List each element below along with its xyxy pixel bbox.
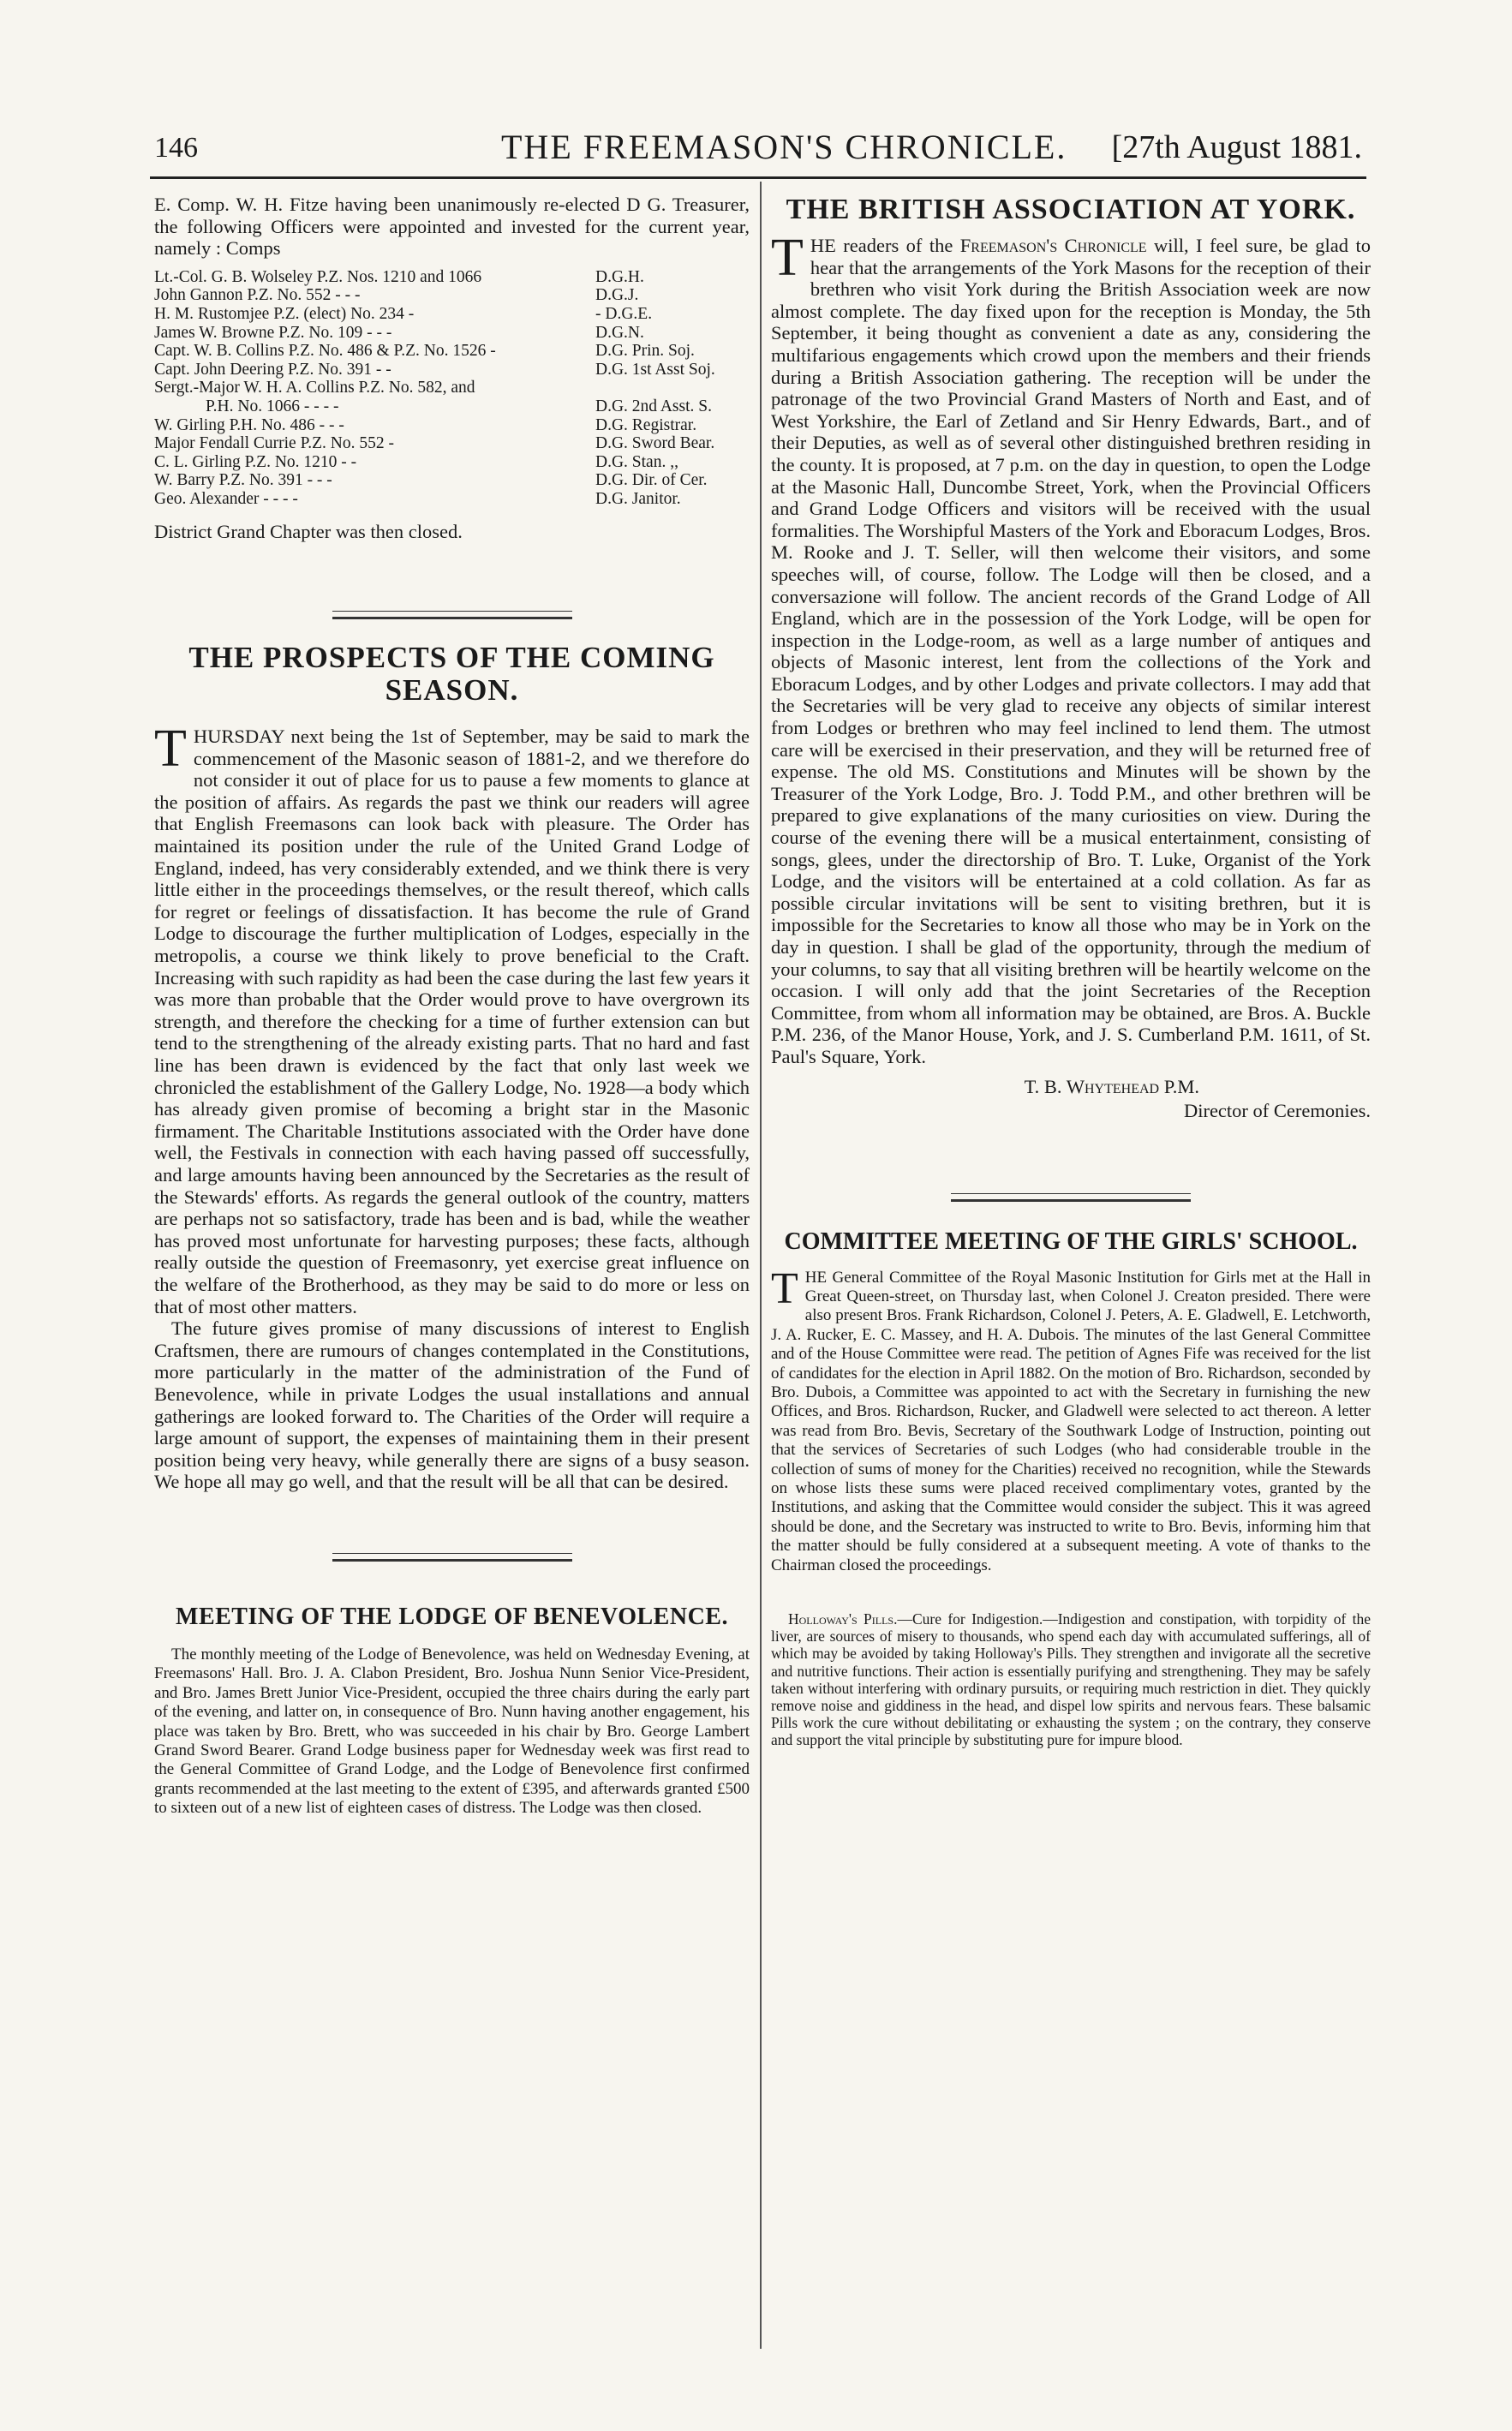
british-lead-sc: Freemason's Chronicle xyxy=(959,235,1147,256)
girls-text: HE General Committee of the Royal Masonic Institution for Girls met at the Hall in Great Queen-street, on Thursday last, when Colonel J. Creaton presided. There were also present Bros. Frank Richardson, Colonel J. Peters, A. E. Gladwell, E. Letchworth, J. A. Rucker, E. C. Massey, and H. A. Dubois. The minutes of the last General Committee and of the House Committee were read. The petition of Agnes Fife was received for the list of candidates for the election in April 1882. On the motion of Bro. Richardson, seconded by Bro. Dubois, a Committee was appointed to act with the Secretary in furnishing the new Offices, and Bros. Richardson, Rucker, and Gladwell were selected to act thereon. A letter was read from Bro. Bevis, Secretary of the Southwark Lodge of Instruction, pointing out that the services of Secretaries of such Lodges (who had considerable trouble in the collection of sums of money for the Charities) received no recognition, while the Stewards on whose lists these sums were placed received complimentary votes, granted by the Institutions, and asking that the Committee would consider the subject. This it was agreed should be done, and the Secretary was instructed to write to Bro. Bevis, informing him that the matter should be fully considered at a subsequent meeting. A vote of thanks to the Chairman closed the proceedings. xyxy=(771,1268,1371,1574)
officer-row xyxy=(154,397,750,416)
prospects-title: THE PROSPECTS OF THE COMING SEASON. xyxy=(188,641,715,708)
officer-office: D.G.N. xyxy=(595,323,644,342)
chapter-intro-text: E. Comp. W. H. Fitze having been unanimously re-elected D G. Treasurer, the following Officers were appointed and invested for the current year, namely : Comps xyxy=(154,194,750,260)
officer-name: Geo. Alexander - - - - xyxy=(154,489,298,508)
page-header xyxy=(154,127,1362,178)
british-article xyxy=(771,229,1371,1068)
officer-name: Capt. John Deering P.Z. No. 391 - - xyxy=(154,360,391,379)
masthead-title: THE FREEMASON'S CHRONICLE. xyxy=(501,128,1067,166)
officer-name: C. L. Girling P.Z. No. 1210 - - xyxy=(154,452,357,471)
officer-office: D.G.H. xyxy=(595,267,644,286)
officers-list xyxy=(154,268,750,509)
officer-row xyxy=(154,305,750,324)
prospects-para-2: The future gives promise of many discussions of interest to English Craftsmen, there are rumours of changes contemplated in the Constitutions, more particularly in the matter of the administration of the Fund of Benevolence, while in private Lodges the usual installations and annual gatherings are looked forward to. The Charities of the Order will require a large amount of support, the expenses of maintaining them in their present position being very heavy, while generally there are signs of a busy season. We hope all may go well, and that the result will be all that can be desired. xyxy=(154,1317,750,1493)
header-rule xyxy=(150,176,1366,179)
officer-row xyxy=(154,286,750,305)
signature-role xyxy=(771,1099,1371,1123)
drop-cap: T xyxy=(771,229,804,287)
british-para xyxy=(771,229,1371,1068)
section-divider xyxy=(951,1193,1191,1202)
advert-text: —Cure for Indigestion.—Indigestion and constipation, with torpidity of the liver, are sources of misery to thousands, who spend each day with accumulated sufferings, all of which may be avoided by taking Holloway's Pills. They strengthen and invigorate all the secretive and nutritive functions. Their action is essentially purifying and strengthening. They may be safely taken without interfering with ordinary pursuits, or requiring much restriction in diet. They quickly remove noise and giddiness in the head, and dispel low spirits and nervous fears. These balsamic Pills work the cure without debilitating or exhausting the system ; on the contrary, they conserve and support the vital principle by substituting pure for impure blood. xyxy=(771,1610,1372,1749)
signature-name xyxy=(771,1075,1371,1099)
officer-office: D.G. 1st Asst Soj. xyxy=(595,360,715,379)
officer-office: D.G.J. xyxy=(595,286,639,305)
british-lead: HE readers of the xyxy=(810,235,960,256)
officer-name: James W. Browne P.Z. No. 109 - - - xyxy=(154,323,392,342)
officer-office: - D.G.E. xyxy=(595,304,653,323)
girls-title: COMMITTEE MEETING OF THE GIRLS' SCHOOL. xyxy=(784,1227,1358,1255)
officer-name: Sergt.-Major W. H. A. Collins P.Z. No. 582, and xyxy=(154,379,475,397)
officer-row xyxy=(154,379,750,397)
girls-article xyxy=(771,1263,1371,1576)
british-title: THE BRITISH ASSOCIATION AT YORK. xyxy=(786,194,1356,225)
chapter-closed xyxy=(154,521,750,543)
column-divider xyxy=(760,182,762,2349)
benevolence-title: MEETING OF THE LODGE OF BENEVOLENCE. xyxy=(176,1603,728,1630)
officer-row xyxy=(154,324,750,343)
holloway-advert xyxy=(771,1610,1371,1749)
officer-row xyxy=(154,471,750,490)
left-column xyxy=(154,194,750,1819)
officer-name: Lt.-Col. G. B. Wolseley P.Z. Nos. 1210 and 1066 xyxy=(154,267,482,286)
officer-row xyxy=(154,490,750,509)
prospects-text-1: HURSDAY next being the 1st of September, may be said to mark the commencement of the Masonic season of 1881-2, and we therefore do not consider it out of place for us to pause a few moments to glance at the position of affairs. As regards the past we think our readers will agree that English Freemasons can look back with pleasure. The Order has maintained its position under the rule of the United Grand Lodge of England, indeed, has very considerably extended, and we think there is very little either in the proceedings themselves, or the result thereof, which calls for regret or feelings of dissatisfaction. It has become the rule of Grand Lodge to discourage the further multiplication of Lodges, especially in the metropolis, a course we think likely to prove beneficial to the Craft. Increasing with such rapidity as had been the case during the last few years it was more than probable that the Order would prove to have overgrown its strength, and therefore the checking for a time of further extension can but tend to the strengthening of the already existing parts. That no hard and fast line has been drawn is evidenced by the fact that only last week we chronicled the establishment of the Gallery Lodge, No. 1928—a body which has already given promise of becoming a bright star in the Masonic firmament. The Charitable Institutions associated with the Order have done well, the Festivals in connection with each having passed off successfully, and large amounts having been announced by the Secretaries as the result of the Stewards' efforts. As regards the general outlook of the country, matters are perhaps not so satisfactory, trade has been and is bad, while the weather has proved most unfortunate for harvesting purposes; these facts, although really outside the question of Freemasonry, yet exercise great influence on the welfare of the Brotherhood, as they may be said to do more or less on that of most other matters. xyxy=(154,726,750,1317)
page-number: 146 xyxy=(154,132,198,164)
officer-row xyxy=(154,268,750,287)
drop-cap: T xyxy=(154,720,187,779)
section-divider xyxy=(332,1553,572,1562)
officer-office: D.G. Registrar. xyxy=(595,415,697,434)
officer-office: D.G. Janitor. xyxy=(595,489,681,508)
signature-role-text: Director of Ceremonies. xyxy=(1183,1099,1371,1121)
right-column xyxy=(771,194,1371,1749)
officer-row xyxy=(154,434,750,453)
officer-name: H. M. Rustomjee P.Z. (elect) No. 234 - xyxy=(154,304,415,323)
officer-name: Capt. W. B. Collins P.Z. No. 486 & P.Z. No. 1526 - xyxy=(154,342,496,361)
officer-office: D.G. Stan. ,, xyxy=(595,452,678,471)
issue-date: [27th August 1881. xyxy=(1111,129,1362,165)
prospects-para-1 xyxy=(154,720,750,1317)
officer-office: D.G. Sword Bear. xyxy=(595,434,715,453)
benevolence-article xyxy=(154,1646,750,1819)
drop-cap: T xyxy=(771,1263,798,1313)
officer-row xyxy=(154,453,750,472)
advert-lead: Holloway's Pills. xyxy=(788,1610,898,1628)
officer-office: D.G. 2nd Asst. S. xyxy=(595,397,712,415)
signature-name-text: T. B. Whytehead P.M. xyxy=(1024,1075,1199,1097)
officer-name: W. Barry P.Z. No. 391 - - - xyxy=(154,471,332,490)
officer-row xyxy=(154,342,750,361)
officer-row xyxy=(154,361,750,379)
officer-name: W. Girling P.H. No. 486 - - - xyxy=(154,415,344,434)
officer-row xyxy=(154,416,750,435)
officer-office: D.G. Prin. Soj. xyxy=(595,342,695,361)
officer-name: John Gannon P.Z. No. 552 - - - xyxy=(154,286,361,305)
officer-name: Major Fendall Currie P.Z. No. 552 - xyxy=(154,434,395,453)
benevolence-text: The monthly meeting of the Lodge of Benevolence, was held on Wednesday Evening, at Freemasons' Hall. Bro. J. A. Clabon President, Bro. Joshua Nunn Senior Vice-President, and Bro. James Brett Junior Vice-President, occupied the three chairs during the early part of the evening, and latter on, in consequence of Bro. Nunn having another engagement, his place was taken by Bro. Brett, who was succeeded in his chair by Bro. George Lambert Grand Sword Bearer. Grand Lodge business paper for Wednesday week was first read to the General Committee of Grand Lodge, and the Lodge of Benevolence first confirmed grants recommended at the last meeting to the extent of £395, and afterwards granted £500 to sixteen out of a new list of eighteen cases of distress. The Lodge was then closed. xyxy=(154,1645,750,1818)
officer-office: D.G. Dir. of Cer. xyxy=(595,471,708,490)
chapter-intro xyxy=(154,194,750,260)
chapter-closed-text: District Grand Chapter was then closed. xyxy=(154,520,463,542)
section-divider xyxy=(332,611,572,619)
british-text: will, I feel sure, be glad to hear that the arrangements of the York Masons for the reception of their brethren who visit York during the British Association week are now almost complete. The day fixed upon for the reception is Monday, the 5th September, it being thought as convenient a date as any, considering the multifarious engagements which crowd upon the members and their friends during a British Association gathering. The reception will be under the patronage of the two Provincial Grand Masters of North and East, and of West Yorkshire, the Earl of Zetland and Sir Henry Edwards, Bart., and of their Deputies, as well as of several other distinguished brethren residing in the county. It is proposed, at 7 p.m. on the day in question, to open the Lodge at the Masonic Hall, Duncombe Street, York, when the Provincial Officers and Grand Lodge Officers and visitors will be received with the usual formalities. The Worshipful Masters of the York and Eboracum Lodges, Bros. M. Rooke and J. T. Seller, will then welcome their visitors, and some speeches will, of course, follow. The Lodge will then be closed, and a conversazione will follow. The ancient records of the Grand Lodge of All England, which are in the possession of the York Lodge, will be open for inspection in the Lodge-room, as well as a large number of antiques and objects of Masonic interest, lent from the collections of the York and Eboracum Lodges, and by other Lodges and private collectors. I may add that the Secretaries will be very glad to receive any objects of similar interest from Lodges or brethren who may feel inclined to lend them. The utmost care will be exercised in their preservation, and they will be returned free of expense. The old MS. Constitutions and Minutes will be shown by the Treasurer of the York Lodge, Bro. J. Todd P.M., and other brethren will be prepared to give explanations of the many curiosities on view. During the course of the evening there will be a musical entertainment, consisting of songs, glees, under the directorship of Bro. T. Luke, Organist of the York Lodge, and the visitors will be entertained at a cold collation. As far as possible circular invitations will be sent to visiting brethren, but it is impossible for the Secretaries to know all those who may be in York on the day in question. I shall be glad of the opportunity, through the medium of your columns, to say that all visiting brethren will be heartily welcome on the occasion. I will only add that the joint Secretaries of the Reception Committee, from whom all information may be obtained, are Bros. A. Buckle P.M. 236, of the Manor House, York, and J. S. Cumberland P.M. 1611, of St. Paul's Square, York. xyxy=(771,235,1371,1067)
officer-name: P.H. No. 1066 - - - - xyxy=(206,397,339,415)
prospects-article xyxy=(154,720,750,1493)
